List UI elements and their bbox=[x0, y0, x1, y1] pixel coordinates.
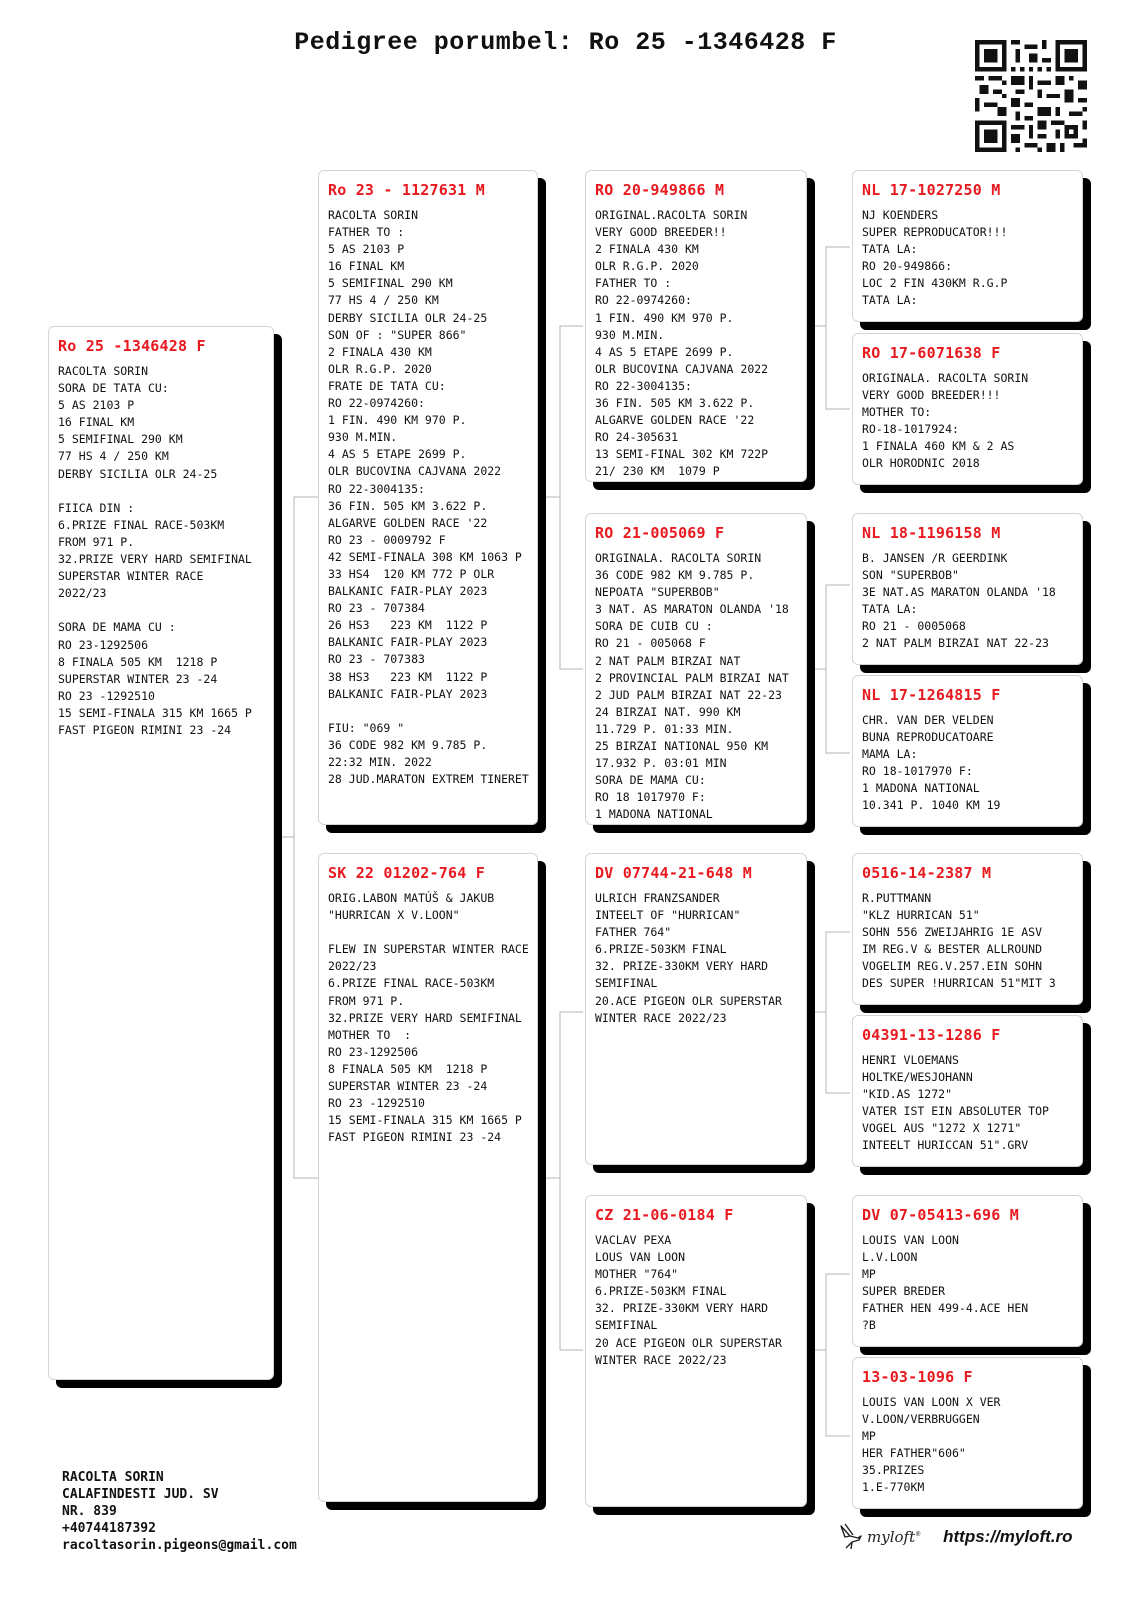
ring-number: DV 07744-21-648 M bbox=[595, 864, 752, 882]
registered-mark: ® bbox=[915, 1531, 922, 1538]
pigeon-details: RACOLTA SORIN FATHER TO : 5 AS 2103 P 16 FINAL KM 5 SEMIFINAL 290 KM 77 HS 4 / 250 KM DERBY SICILIA OLR 24-25 SON OF : "SUPER 866" 2 FINALA 430 KM OLR R.G.P. 2020 FRATE DE TATA CU: RO 22-0974260: 1 FIN. 490 KM 970 P. 930 M.MIN. 4 AS 5 ETAPE 2699 P. OLR BUCOVINA CAJVANA 2022 RO 22-3004135: 36 FIN. 505 KM 3.622 P. ALGARVE GOLDEN RACE '22 RO 23 - 0009792 F 42 SEMI-FINALA 308 KM 1063 P 33 HS4 120 KM 772 P OLR BALKANIC FAIR-PLAY 2023 RO 23 - 707384 26 HS3 223 KM 1122 P BALKANIC FAIR-PLAY 2023 RO 23 - 707383 38 HS3 223 KM 1122 P BALKANIC FAIR-PLAY 2023 FIU: "069 " 36 CODE 982 KM 9.785 P. 22:32 MIN. 2022 28 JUD.MARATON EXTREM TINERET bbox=[328, 208, 529, 787]
ring-number: SK 22 01202-764 F bbox=[328, 864, 485, 882]
dam-sire-dam-card bbox=[852, 1015, 1083, 1167]
ring-number: RO 20-949866 M bbox=[595, 181, 725, 199]
pigeon-details: NJ KOENDERS SUPER REPRODUCATOR!!! TATA LA: RO 20-949866: LOC 2 FIN 430KM R.G.P TATA LA: bbox=[862, 208, 1008, 308]
myloft-branding bbox=[838, 1520, 1073, 1554]
ring-number: NL 18-1196158 M bbox=[862, 524, 1001, 542]
ring-number: NL 17-1027250 M bbox=[862, 181, 1001, 199]
ring-number: RO 21-005069 F bbox=[595, 524, 725, 542]
dam-dam-sire-card bbox=[852, 1195, 1083, 1347]
pigeon-details: LOUIS VAN LOON X VER V.LOON/VERBRUGGEN MP HER FATHER"606" 35.PRIZES 1.E-770KM bbox=[862, 1395, 1001, 1495]
dam-dam-dam-card bbox=[852, 1357, 1083, 1509]
owner-contact: RACOLTA SORIN CALAFINDESTI JUD. SV NR. 839 +40744187392 racoltasorin.pigeons@gmail.com bbox=[62, 1470, 297, 1553]
page-title: Pedigree porumbel: Ro 25 -1346428 F bbox=[294, 28, 837, 57]
pigeon-details: ORIGINAL.RACOLTA SORIN VERY GOOD BREEDER!! 2 FINALA 430 KM OLR R.G.P. 2020 FATHER TO : RO 22-0974260: 1 FIN. 490 KM 970 P. 930 M.MIN. 4 AS 5 ETAPE 2699 P. OLR BUCOVINA CAJVANA 2022 RO 22-3004135: 36 FIN. 505 KM 3.622 P. ALGARVE GOLDEN RACE '22 RO 24-305631 13 SEMI-FINAL 302 KM 722P 21/ 230 KM 1079 P bbox=[595, 208, 769, 479]
ring-number: DV 07-05413-696 M bbox=[862, 1206, 1019, 1224]
dam-card bbox=[318, 853, 538, 1502]
pigeon-details: ORIGINALA. RACOLTA SORIN VERY GOOD BREEDER!!! MOTHER TO: RO-18-1017924: 1 FINALA 460 KM & 2 AS OLR HORODNIC 2018 bbox=[862, 371, 1029, 471]
pigeon-details: ORIG.LABON MATÚŠ & JAKUB "HURRICAN X V.LOON" FLEW IN SUPERSTAR WINTER RACE 2022/23 6.PRIZE FINAL RACE-503KM FROM 971 P. 32.PRIZE VERY HARD SEMIFINAL MOTHER TO : RO 23-1292506 8 FINALA 505 KM 1218 P SUPERSTAR WINTER 23 -24 RO 23 -1292510 15 SEMI-FINALA 315 KM 1665 P FAST PIGEON RIMINI 23 -24 bbox=[328, 891, 529, 1145]
pigeon-details: RACOLTA SORIN SORA DE TATA CU: 5 AS 2103 P 16 FINAL KM 5 SEMIFINAL 290 KM 77 HS 4 / 250 KM DERBY SICILIA OLR 24-25 FIICA DIN : 6.PRIZE FINAL RACE-503KM FROM 971 P. 32.PRIZE VERY HARD SEMIFINAL SUPERSTAR WINTER RACE 2022/23 SORA DE MAMA CU : RO 23-1292506 8 FINALA 505 KM 1218 P SUPERSTAR WINTER 23 -24 RO 23 -1292510 15 SEMI-FINALA 315 KM 1665 P FAST PIGEON RIMINI 23 -24 bbox=[58, 364, 252, 737]
dam-dam-card bbox=[585, 1195, 807, 1507]
sire-sire-dam-card bbox=[852, 333, 1083, 485]
myloft-bird-icon bbox=[838, 1522, 864, 1552]
pigeon-details: B. JANSEN /R GEERDINK SON "SUPERBOB" 3E NAT.AS MARATON OLANDA '18 TATA LA: RO 21 - 0005068 2 NAT PALM BIRZAI NAT 22-23 bbox=[862, 551, 1056, 651]
subject-pigeon-card bbox=[48, 326, 274, 1380]
sire-dam-sire-card bbox=[852, 513, 1083, 665]
qr-code-icon bbox=[975, 40, 1087, 152]
brand-url-link[interactable]: https://myloft.ro bbox=[943, 1527, 1073, 1546]
ring-number: Ro 23 - 1127631 M bbox=[328, 181, 485, 199]
ring-number: 0516-14-2387 M bbox=[862, 864, 992, 882]
ring-number: RO 17-6071638 F bbox=[862, 344, 1001, 362]
ring-number: 04391-13-1286 F bbox=[862, 1026, 1001, 1044]
brand-name: myloft® bbox=[867, 1528, 922, 1546]
dam-sire-sire-card bbox=[852, 853, 1083, 1005]
pigeon-details: HENRI VLOEMANS HOLTKE/WESJOHANN "KID.AS 1272" VATER IST EIN ABSOLUTER TOP VOGEL AUS "1272 X 1271" INTEELT HURICCAN 51".GRV bbox=[862, 1053, 1049, 1153]
sire-dam-card bbox=[585, 513, 807, 825]
sire-sire-card bbox=[585, 170, 807, 482]
pigeon-details: ORIGINALA. RACOLTA SORIN 36 CODE 982 KM 9.785 P. NEPOATA "SUPERBOB" 3 NAT. AS MARATON OLANDA '18 SORA DE CUIB CU : RO 21 - 005068 F 2 NAT PALM BIRZAI NAT 2 PROVINCIAL PALM BIRZAI NAT 2 JUD PALM BIRZAI NAT 22-23 24 BIRZAI NAT. 990 KM 11.729 P. 01:33 MIN. 25 BIRZAI NATIONAL 950 KM 17.932 P. 03:01 MIN SORA DE MAMA CU: RO 18 1017970 F: 1 MADONA NATIONAL bbox=[595, 551, 789, 822]
pigeon-details: ULRICH FRANZSANDER INTEELT OF "HURRICAN" FATHER 764" 6.PRIZE-503KM FINAL 32. PRIZE-330KM VERY HARD SEMIFINAL 20.ACE PIGEON OLR SUPERSTAR WINTER RACE 2022/23 bbox=[595, 891, 782, 1025]
sire-card bbox=[318, 170, 538, 825]
ring-number: Ro 25 -1346428 F bbox=[58, 337, 206, 355]
sire-sire-sire-card bbox=[852, 170, 1083, 322]
pigeon-details: LOUIS VAN LOON L.V.LOON MP SUPER BREDER FATHER HEN 499-4.ACE HEN ?B bbox=[862, 1233, 1029, 1333]
ring-number: NL 17-1264815 F bbox=[862, 686, 1001, 704]
pigeon-details: CHR. VAN DER VELDEN BUNA REPRODUCATOARE MAMA LA: RO 18-1017970 F: 1 MADONA NATIONAL 10.341 P. 1040 KM 19 bbox=[862, 713, 1001, 813]
ring-number: 13-03-1096 F bbox=[862, 1368, 973, 1386]
ring-number: CZ 21-06-0184 F bbox=[595, 1206, 734, 1224]
pigeon-details: R.PUTTMANN "KLZ HURRICAN 51" SOHN 556 ZWEIJAHRIG 1E ASV IM REG.V & BESTER ALLROUND VOGELIM REG.V.257.EIN SOHN DES SUPER !HURRICAN 51"MIT 3 bbox=[862, 891, 1056, 991]
sire-dam-dam-card bbox=[852, 675, 1083, 827]
dam-sire-card bbox=[585, 853, 807, 1165]
pigeon-details: VACLAV PEXA LOUS VAN LOON MOTHER "764" 6.PRIZE-503KM FINAL 32. PRIZE-330KM VERY HARD SEMIFINAL 20 ACE PIGEON OLR SUPERSTAR WINTER RACE 2022/23 bbox=[595, 1233, 782, 1367]
